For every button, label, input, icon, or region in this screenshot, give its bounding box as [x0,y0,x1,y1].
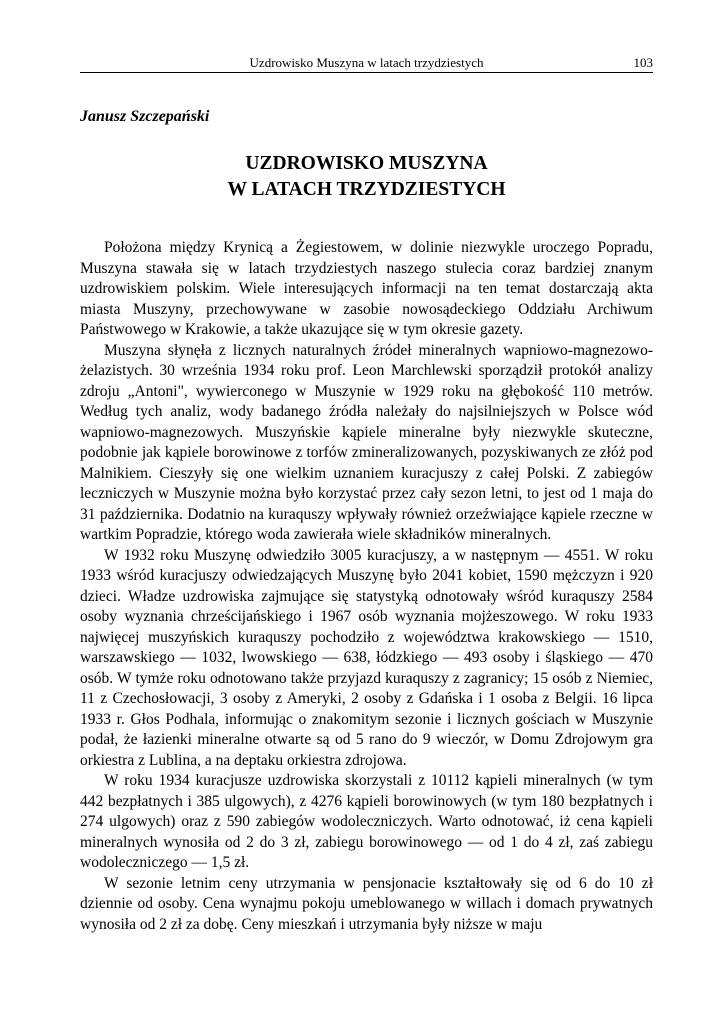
page-number: 103 [633,55,653,70]
article-body [80,238,653,935]
article-title [80,151,653,203]
paragraph-4: W roku 1934 kuracjusze uzdrowiska skorzystali z 10112 kąpieli mineralnych (w tym 442 bezpłatnych i 385 ulgowych), z 4276 kąpieli borowinowych (w tym 180 bezpłatnych i 274 ulgowych) oraz z 590 zabiegów wodoleczniczych. Warto odnotować, iż cena kąpieli mineralnych wynosiła od 2 do 3 zł, zabiegu borowinowego — od 1 do 4 zł, zaś zabiegu wodoleczniczego — 1,5 zł. [80,772,653,871]
article-title-line-1: UZDROWISKO MUSZYNA [245,153,488,174]
paragraph-1: Położona między Krynicą a Żegiestowem, w dolinie niezwykle uroczego Popradu, Muszyna stawała się w latach trzydziestych naszego stulecia coraz bardziej znanym uzdrowiskiem polskim. Wiele interesujących informacji na ten temat dostarczają akta miasta Muszyny, przechowywane w zasobie nowosądeckiego Oddziału Archiwum Państwowego w Krakowie, a także ukazujące się w tym okresie gazety. [80,239,653,338]
article-title-line-2: W LATACH TRZYDZIESTYCH [227,179,506,200]
paragraph-5: W sezonie letnim ceny utrzymania w pensjonacie kształtowały się od 6 do 10 zł dziennie od osoby. Cena wynajmu pokoju umeblowanego w willach i domach prywatnych wynosiła od 2 zł za dobę. Ceny mieszkań i utrzymania były niższe w maju [80,874,653,933]
running-title: Uzdrowisko Muszyna w latach trzydziestych [249,55,484,70]
running-header [80,54,653,73]
paragraph-2: Muszyna słynęła z licznych naturalnych źródeł mineralnych wapniowo-magnezowo-żelazistych. 30 września 1934 roku prof. Leon Marchlewski sporządził protokół analizy zdroju „Antoni", wywierconego w Muszynie w 1929 roku na głębokość 110 metrów. Według tych analiz, wody badanego źródła należały do najsilniejszych w Polsce wód wapniowo-magnezowych. Muszyńskie kąpiele mineralne były niezwykle skuteczne, podobnie jak kąpiele borowinowe z torfów zmineralizowanych, pozyskiwanych ze złóż pod Malnikiem. Cieszyły się one wielkim uznaniem kuracjuszy z całej Polski. Z zabiegów leczniczych w Muszynie można było korzystać przez cały sezon letni, to jest od 1 maja do 31 października. Dodatnio na kuraquszy wpływały również orzeźwiające kąpiele rzeczne w wartkim Popradzie, którego woda zawierała wiele składników mineralnych. [80,341,653,543]
author-name: Janusz Szczepański [80,108,210,125]
paragraph-3: W 1932 roku Muszynę odwiedziło 3005 kuracjuszy, a w następnym — 4551. W roku 1933 wśród kuracjuszy odwiedzających Muszynę było 2041 kobiet, 1590 mężczyzn i 920 dzieci. Władze uzdrowiska zajmujące się statystyką odnotowały wśród kuraquszy 2584 osoby wyznania chrześcijańskiego i 1967 osób wyznania mojżeszowego. W roku 1933 najwięcej muszyńskich kuraquszy pochodziło z województwa krakowskiego — 1510, warszawskiego — 1032, lwowskiego — 638, łódzkiego — 493 osoby i śląskiego — 470 osób. W tymże roku odnotowano także przyjazd kuraquszy z zagranicy; 15 osób z Niemiec, 11 z Czechosłowacji, 3 osoby z Ameryki, 2 osoby z Gdańska i 1 osoba z Belgii. 16 lipca 1933 r. Głos Podhala, informując o znakomitym sezonie i licznych gościach w Muszynie podał, że łazienki mineralne otwarte są od 5 rano do 9 wieczór, w Domu Zdrojowym gra orkiestra z Lublina, a na deptaku orkiestra zdrojowa. [80,546,653,769]
